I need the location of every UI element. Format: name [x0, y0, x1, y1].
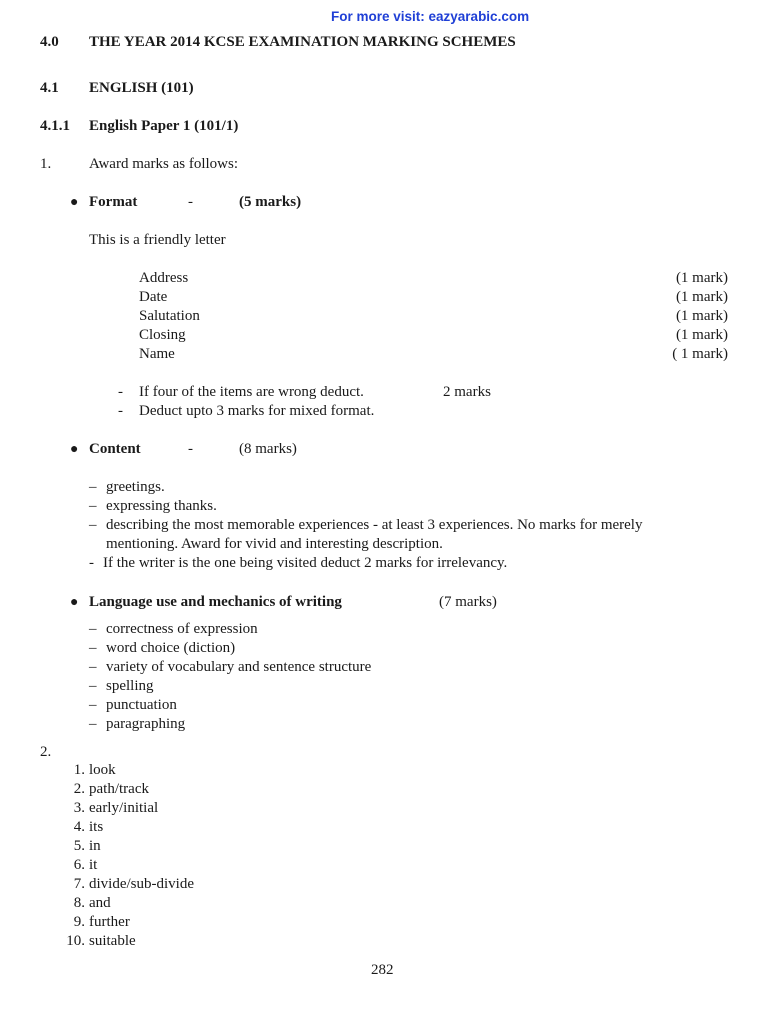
answer-number: 9. [73, 914, 85, 930]
question-number: 1. [40, 156, 52, 172]
answer-number: 2. [73, 781, 85, 797]
answer-text: further [89, 914, 130, 930]
question-intro: Award marks as follows: [89, 156, 239, 172]
format-item-mark: (1 mark) [675, 308, 728, 324]
dash-marker: – [89, 659, 97, 675]
answer-number: 5. [73, 838, 85, 854]
language-item: variety of vocabulary and sentence structure [106, 659, 372, 675]
dash-marker: – [89, 498, 97, 514]
language-item: punctuation [106, 697, 177, 713]
answer-number: 10. [66, 933, 85, 949]
content-label: Content [89, 441, 141, 457]
content-note: If the writer is the one being visited deduct 2 marks for irrelevancy. [103, 555, 508, 571]
answer-text: and [89, 895, 111, 911]
bullet-icon: ● [70, 195, 79, 210]
paper-title: English Paper 1 (101/1) [89, 118, 239, 134]
deduct-marks: 2 marks [443, 384, 491, 400]
answer-text: early/initial [89, 800, 159, 816]
content-item: expressing thanks. [106, 498, 217, 514]
content-item-continuation: mentioning. Award for vivid and interesting description. [106, 536, 443, 552]
format-note: This is a friendly letter [89, 232, 226, 248]
dash-marker: – [89, 678, 97, 694]
format-item-name: Name [139, 346, 175, 362]
answer-number: 6. [73, 857, 85, 873]
dash-marker: - [118, 384, 123, 400]
format-label: Format [89, 194, 138, 210]
dash-marker: – [89, 640, 97, 656]
section-number: 4.0 [40, 34, 59, 50]
format-item-address: Address [139, 270, 189, 286]
dash-marker: - [89, 555, 94, 571]
format-item-mark: (1 mark) [675, 270, 728, 286]
answer-text: look [89, 762, 116, 778]
section-title: THE YEAR 2014 KCSE EXAMINATION MARKING SCHEMES [89, 34, 516, 50]
bullet-icon: ● [70, 595, 79, 610]
dash-marker: - [118, 403, 123, 419]
format-item-mark: ( 1 mark) [672, 346, 728, 362]
format-item-mark: (1 mark) [675, 289, 728, 305]
answer-text: it [89, 857, 98, 873]
content-dash: - [188, 441, 193, 457]
language-label: Language use and mechanics of writing [89, 594, 342, 610]
deduct-rule: Deduct upto 3 marks for mixed format. [139, 403, 375, 419]
answer-number: 1. [73, 762, 85, 778]
format-item-mark: (1 mark) [675, 327, 728, 343]
answer-number: 8. [73, 895, 85, 911]
language-item: paragraphing [106, 716, 186, 732]
subsection-number: 4.1 [40, 80, 59, 96]
language-item: word choice (diction) [106, 640, 236, 656]
answer-number: 7. [73, 876, 85, 892]
language-marks: (7 marks) [439, 594, 497, 610]
dash-marker: – [89, 621, 97, 637]
language-item: spelling [106, 678, 154, 694]
answer-number: 4. [73, 819, 85, 835]
answer-text: path/track [89, 781, 149, 797]
format-item-salutation: Salutation [139, 308, 200, 324]
format-dash: - [188, 194, 193, 210]
answer-text: in [89, 838, 101, 854]
answer-text: divide/sub-divide [89, 876, 194, 892]
content-item: greetings. [106, 479, 165, 495]
question-number: 2. [40, 744, 52, 760]
format-item-closing: Closing [139, 327, 186, 343]
dash-marker: – [89, 517, 97, 533]
dash-marker: – [89, 716, 97, 732]
content-marks: (8 marks) [239, 441, 297, 457]
language-item: correctness of expression [106, 621, 258, 637]
subsection-title: ENGLISH (101) [89, 80, 194, 96]
format-item-date: Date [139, 289, 168, 305]
answer-number: 3. [73, 800, 85, 816]
paper-number: 4.1.1 [40, 118, 70, 134]
answer-text: its [89, 819, 104, 835]
content-item: describing the most memorable experiences - at least 3 experiences. No marks for merely [106, 517, 643, 533]
website-banner: For more visit: eazyarabic.com [331, 9, 530, 24]
format-marks: (5 marks) [239, 194, 302, 210]
bullet-icon: ● [70, 442, 79, 457]
page-number: 282 [371, 962, 394, 978]
dash-marker: – [89, 697, 97, 713]
deduct-rule: If four of the items are wrong deduct. [139, 384, 364, 400]
answer-text: suitable [89, 933, 136, 949]
dash-marker: – [89, 479, 97, 495]
